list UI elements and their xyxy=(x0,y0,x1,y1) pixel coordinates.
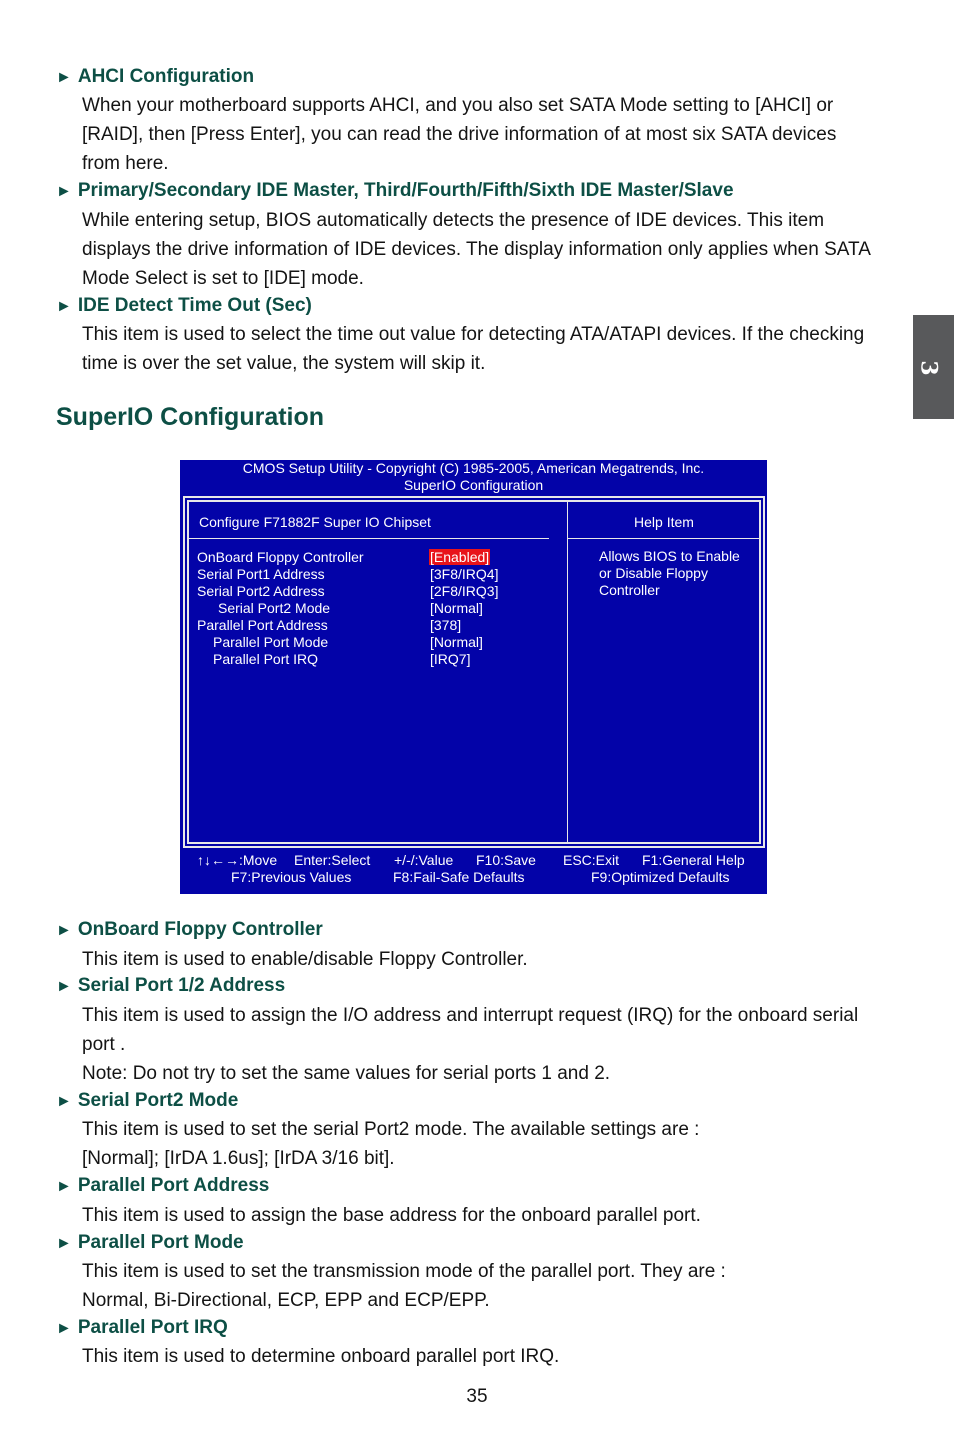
bullet-arrow-icon: ► xyxy=(56,1093,72,1110)
bios-help-title: Help Item xyxy=(634,514,694,530)
option-value[interactable]: [Normal] xyxy=(430,634,483,650)
bios-option-serial-port1-address[interactable] xyxy=(189,566,549,583)
option-label: OnBoard Floppy Controller xyxy=(197,549,364,565)
option-label: Parallel Port Mode xyxy=(213,634,329,650)
bios-subtitle: Configure F71882F Super IO Chipset xyxy=(199,514,431,530)
bios-header-copyright: CMOS Setup Utility - Copyright (C) 1985-2005, American Megatrends, Inc. xyxy=(242,460,705,476)
divider xyxy=(189,538,549,539)
bullet-arrow-icon: ► xyxy=(56,922,72,939)
option-value[interactable]: [3F8/IRQ4] xyxy=(430,566,499,582)
section-title: SuperIO Configuration xyxy=(56,403,325,431)
bios-option-parallel-port-irq[interactable] xyxy=(189,651,549,668)
footer-failsafe-defaults: F8:Fail-Safe Defaults xyxy=(393,869,525,885)
heading-parallel-port-irq: ► Parallel Port IRQ xyxy=(56,1317,228,1338)
heading-parallel-port-address: ► Parallel Port Address xyxy=(56,1175,270,1196)
bullet-arrow-icon: ► xyxy=(56,298,72,315)
para-ahci-configuration: When your motherboard supports AHCI, and you also set SATA Mode setting to [AHCI] or [RAID], then [Press Enter], you can read the drive information of at most six SATA devices from here. xyxy=(82,95,837,174)
footer-select: Enter:Select xyxy=(294,852,371,868)
panel-divider xyxy=(567,502,568,842)
bullet-arrow-icon: ► xyxy=(56,1235,72,1252)
option-label: Parallel Port IRQ xyxy=(213,651,319,667)
footer-save: F10:Save xyxy=(476,852,536,868)
bullet-arrow-icon: ► xyxy=(56,1178,72,1195)
bios-frame xyxy=(183,496,765,848)
bios-option-serial-port2-address[interactable] xyxy=(189,583,549,600)
bios-option-parallel-port-mode[interactable] xyxy=(189,634,549,651)
para-parallel-port-irq: This item is used to determine onboard parallel port IRQ. xyxy=(82,1346,560,1367)
bios-option-parallel-port-address[interactable] xyxy=(189,617,549,634)
option-value[interactable]: [2F8/IRQ3] xyxy=(430,583,499,599)
bullet-arrow-icon: ► xyxy=(56,69,72,86)
option-value[interactable]: [Normal] xyxy=(430,600,483,616)
page-number: 35 xyxy=(466,1386,488,1407)
footer-optimized-defaults: F9:Optimized Defaults xyxy=(591,869,730,885)
heading-serial-port2-mode: ► Serial Port2 Mode xyxy=(56,1090,239,1111)
heading-ide-detect-timeout: ► IDE Detect Time Out (Sec) xyxy=(56,295,312,316)
footer-value: +/-/:Value xyxy=(394,852,454,868)
heading-serial-port-address: ► Serial Port 1/2 Address xyxy=(56,975,286,996)
divider xyxy=(568,538,759,539)
bios-help-text: Allows BIOS to Enable or Disable Floppy Controller xyxy=(599,548,740,598)
para-ide-master-slave: While entering setup, BIOS automatically detects the presence of IDE devices. This item displays the drive information of IDE devices. The display information only applies when SATA Mode Select is set to [IDE] mode. xyxy=(82,210,871,289)
bios-header-title: SuperIO Configuration xyxy=(403,477,544,493)
bullet-arrow-icon: ► xyxy=(56,978,72,995)
bullet-arrow-icon: ► xyxy=(56,183,72,200)
heading-onboard-floppy-controller: ► OnBoard Floppy Controller xyxy=(56,919,323,940)
bullet-arrow-icon: ► xyxy=(56,1320,72,1337)
footer-general-help: F1:General Help xyxy=(642,852,745,868)
option-label: Serial Port2 Mode xyxy=(218,600,331,616)
footer-move: ↑↓←→:Move xyxy=(197,852,278,868)
option-label: Parallel Port Address xyxy=(197,617,328,633)
option-label: Serial Port1 Address xyxy=(197,566,325,582)
bios-option-onboard-floppy[interactable] xyxy=(189,549,549,566)
para-serial-port-address: This item is used to assign the I/O address and interrupt request (IRQ) for the onboard serial port . Note: Do not try to set the same values for serial ports 1 and 2. xyxy=(82,1005,859,1084)
heading-ide-master-slave: ► Primary/Secondary IDE Master, Third/Fourth/Fifth/Sixth IDE Master/Slave xyxy=(56,180,734,201)
chapter-tab xyxy=(913,315,954,419)
heading-parallel-port-mode: ► Parallel Port Mode xyxy=(56,1232,244,1253)
bios-option-serial-port2-mode[interactable] xyxy=(189,600,549,617)
option-value[interactable]: [IRQ7] xyxy=(430,651,471,667)
para-ide-detect-timeout: This item is used to select the time out value for detecting ATA/ATAPI devices. If the checking time is over the set value, the system will skip it. xyxy=(82,324,865,374)
option-value[interactable]: [378] xyxy=(430,617,462,633)
bios-panel xyxy=(187,500,761,844)
para-serial-port2-mode: This item is used to set the serial Port2 mode. The available settings are : [Normal]; [IrDA 1.6us]; [IrDA 3/16 bit]. xyxy=(82,1119,700,1169)
para-parallel-port-mode: This item is used to set the transmission mode of the parallel port. They are : Normal, Bi-Directional, ECP, EPP and ECP/EPP. xyxy=(82,1261,726,1311)
heading-ahci-configuration: ► AHCI Configuration xyxy=(56,66,255,87)
para-onboard-floppy-controller: This item is used to enable/disable Floppy Controller. xyxy=(82,949,528,970)
bios-screen xyxy=(180,460,767,894)
option-label: Serial Port2 Address xyxy=(197,583,325,599)
option-value-selected[interactable]: [Enabled] xyxy=(430,549,490,565)
chapter-number: 3 xyxy=(915,360,942,376)
footer-exit: ESC:Exit xyxy=(563,852,620,868)
footer-previous-values: F7:Previous Values xyxy=(231,869,352,885)
para-parallel-port-address: This item is used to assign the base address for the onboard parallel port. xyxy=(82,1205,701,1226)
